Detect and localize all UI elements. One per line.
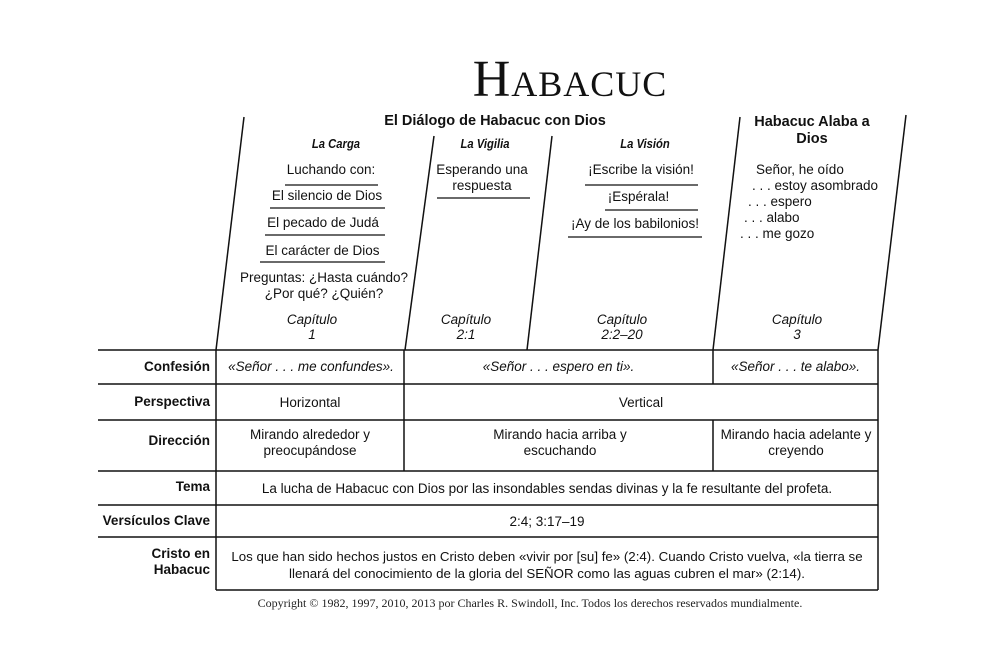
cristo-cell: Los que han sido hechos justos en Cristo deben «vivir por [su] fe» (2:4). Cuando Cristo vuelva, «la tierra se llenará del conocimiento de la gloria del SEÑOR como las aguas cubren el mar» (2:14).: [231, 549, 863, 581]
versiculos-cell: 2:4; 3:17–19: [509, 514, 585, 529]
tema-cell: La lucha de Habacuc con Dios por las insondables sendas divinas y la fe resultante del profeta.: [261, 481, 833, 496]
row-label-cristo: Cristo en Habacuc: [151, 546, 210, 577]
carga-line: El silencio de Dios: [271, 188, 383, 203]
carga-questions: Preguntas: ¿Hasta cuándo? ¿Por qué? ¿Quién?: [239, 270, 409, 301]
confesion-cell: «Señor . . . te alabo».: [730, 359, 861, 374]
confesion-cell: «Señor . . . me confundes».: [228, 359, 394, 374]
confesion-cell: «Señor . . . espero en ti».: [482, 359, 635, 374]
praise-line: . . . estoy asombrado: [752, 178, 879, 193]
praise-line: . . . me gozo: [740, 226, 815, 241]
section-title-vision: La Visión: [620, 137, 670, 151]
row-label-direccion: Dirección: [148, 433, 210, 448]
perspectiva-cell: Horizontal: [279, 395, 341, 410]
direccion-cell: Mirando alrededor y preocupándose: [249, 427, 371, 458]
chapter-label: Capítulo: [771, 312, 823, 327]
praise-line: . . . alabo: [744, 210, 800, 225]
row-label-tema: Tema: [175, 479, 210, 494]
chapter-label: Capítulo: [596, 312, 648, 327]
carga-line: El pecado de Judá: [267, 215, 379, 230]
carga-line: Luchando con:: [286, 162, 376, 177]
vision-line: ¡Ay de los babilonios!: [570, 216, 700, 231]
page-title: Habacuc: [472, 51, 668, 108]
chapter-label: Capítulo: [286, 312, 338, 327]
row-label-versiculos: Versículos Clave: [102, 513, 210, 528]
chapter-number: 2:2–20: [601, 327, 643, 342]
chapter-number: 1: [308, 327, 316, 342]
chapter-number: 3: [793, 327, 801, 342]
direccion-cell: Mirando hacia arriba y escuchando: [493, 427, 627, 458]
carga-line: El carácter de Dios: [265, 243, 380, 258]
chapter-number: 2:1: [456, 327, 476, 342]
direccion-cell: Mirando hacia adelante y creyendo: [720, 427, 872, 458]
praise-line: Señor, he oído: [756, 162, 844, 177]
perspectiva-cell: Vertical: [618, 395, 664, 410]
vigilia-line: Esperando una respuesta: [436, 162, 528, 193]
row-label-confesion: Confesión: [144, 359, 210, 374]
section-title-carga: La Carga: [311, 137, 361, 151]
vision-line: ¡Escribe la visión!: [588, 162, 694, 177]
dialogue-header: El Diálogo de Habacuc con Dios: [384, 113, 606, 129]
vision-line: ¡Espérala!: [607, 189, 670, 204]
praise-line: . . . espero: [748, 194, 812, 209]
chapter-label: Capítulo: [440, 312, 492, 327]
praise-header: Habacuc Alaba a Dios: [754, 114, 870, 147]
row-label-perspectiva: Perspectiva: [134, 394, 210, 409]
copyright: Copyright © 1982, 1997, 2010, 2013 por Charles R. Swindoll, Inc. Todos los derechos reservados mundialmente.: [257, 596, 803, 610]
section-title-vigilia: La Vigilia: [460, 137, 510, 151]
